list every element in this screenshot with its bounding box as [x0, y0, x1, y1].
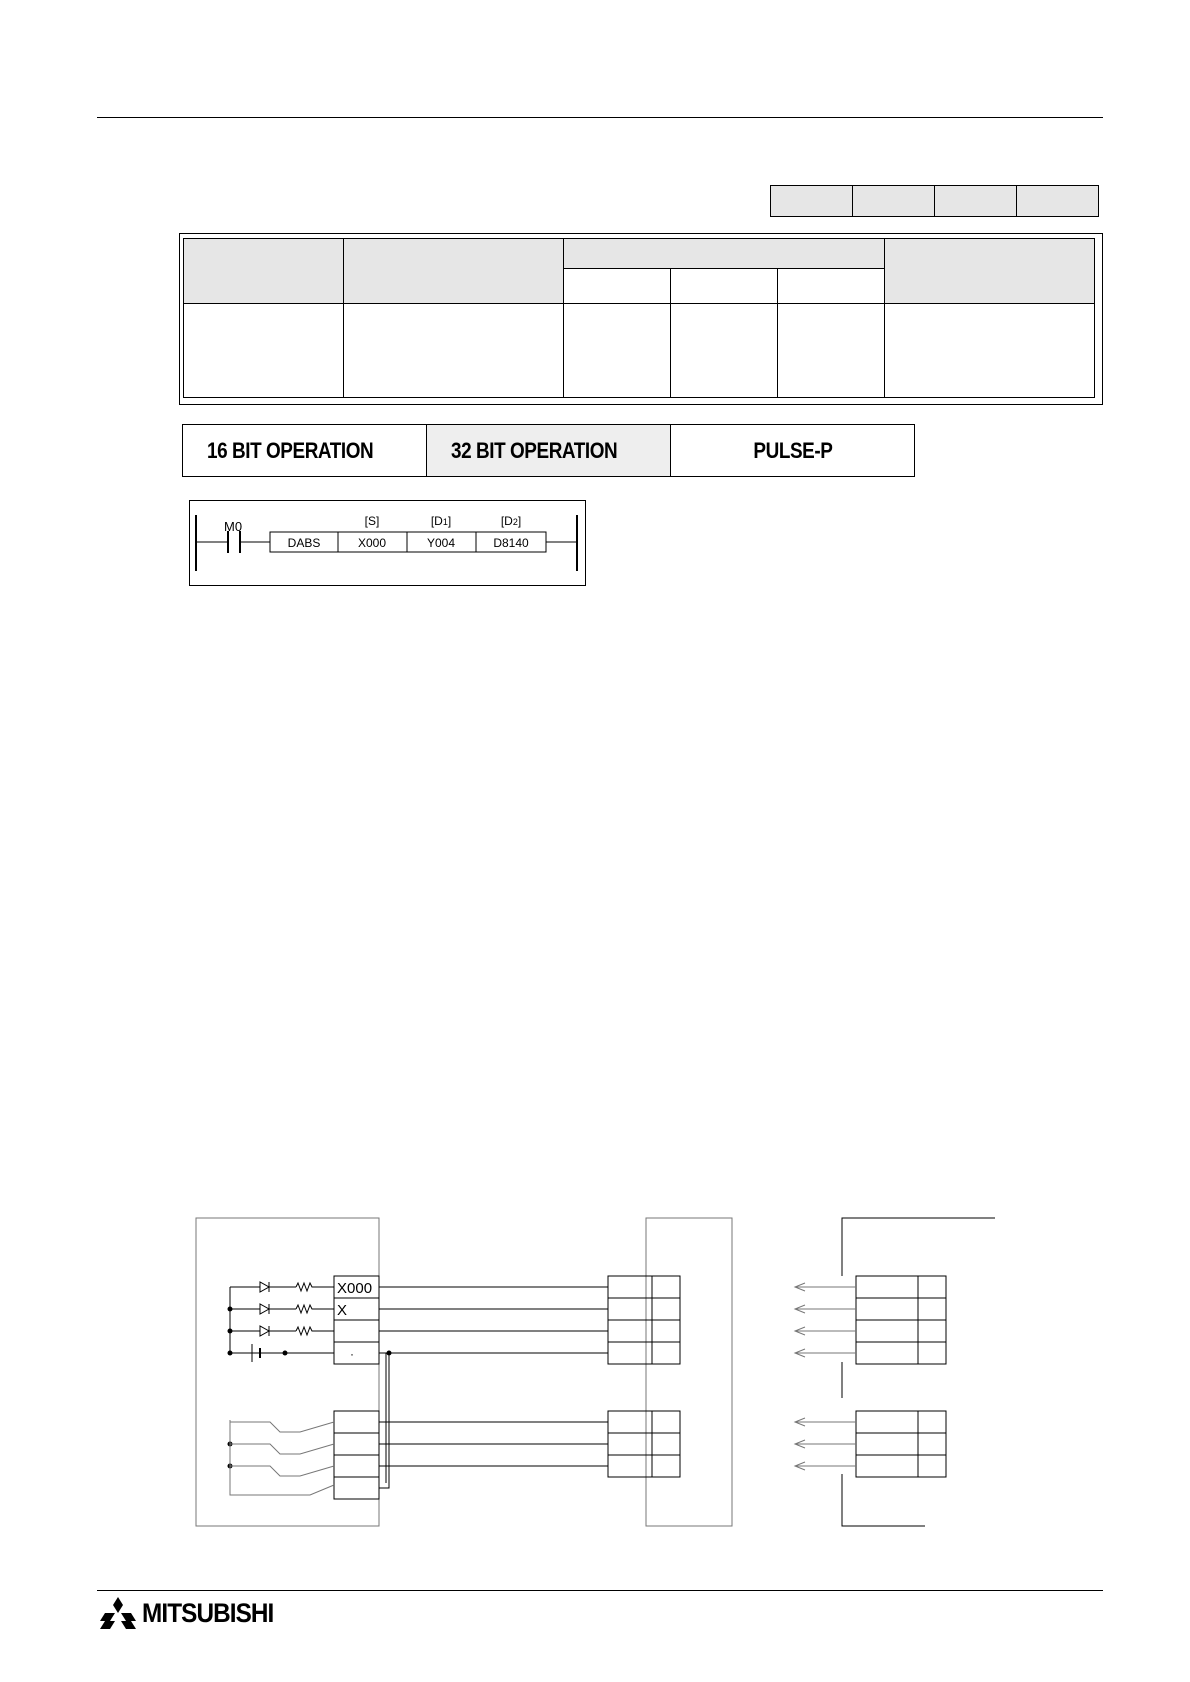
transistor-icon-1 [230, 1422, 334, 1432]
dev-terminal-6b [918, 1433, 946, 1455]
led-icon-3 [260, 1326, 269, 1336]
led-icon-2 [260, 1304, 269, 1314]
amp-terminal-2b [652, 1298, 680, 1320]
amp-terminal-1b [652, 1276, 680, 1298]
plc-terminal-y004 [334, 1411, 379, 1433]
dev-terminal-3b [918, 1320, 946, 1342]
operation-banner [182, 424, 915, 477]
device-bracket-top [842, 1218, 995, 1276]
plc-terminal-y006 [334, 1455, 379, 1477]
terminal-label-dot: · [350, 1347, 354, 1361]
dev-terminal-7b [918, 1455, 946, 1477]
op-32bit [427, 425, 671, 476]
operand-label-d2-main: [D [500, 514, 513, 528]
op-32bit-label: 32 BIT OPERATION [451, 437, 618, 463]
amplifier-enclosure [646, 1218, 732, 1526]
operand-label-d2-sub: 2 [512, 517, 518, 527]
operand-label-d1-sub: 1 [442, 517, 448, 527]
operand-cell-function [344, 304, 564, 398]
mitsubishi-logo [100, 1597, 288, 1629]
output-common-bus [230, 1420, 334, 1495]
operand-label-d2 [501, 514, 521, 528]
junction-1 [228, 1307, 233, 1312]
operand-value-s: X000 [357, 536, 387, 550]
transistor-icon-3 [230, 1466, 334, 1476]
junction-4 [283, 1351, 288, 1356]
cpu-box-3 [935, 186, 1017, 216]
resistor-icon-2 [296, 1305, 334, 1313]
op-16bit [183, 425, 427, 476]
operand-label-d2-close: ] [517, 514, 522, 528]
dev-terminal-3 [856, 1320, 918, 1342]
ladder-svg [190, 501, 585, 585]
amp-terminal-7b [652, 1455, 680, 1477]
dev-terminal-2 [856, 1298, 918, 1320]
operand-header-function [344, 239, 564, 304]
amp-terminal-1 [608, 1276, 652, 1298]
operand-subheader-s [564, 269, 671, 304]
dev-terminal-2b [918, 1298, 946, 1320]
dev-terminal-5b [918, 1411, 946, 1433]
contact-label: M0 [224, 519, 243, 534]
operand-label-s: [S] [364, 514, 380, 528]
operand-label-d1 [431, 514, 451, 528]
amp-terminal-6 [608, 1433, 652, 1455]
brand-name: MITSUBISHI [142, 1597, 274, 1628]
operand-cell-d2 [778, 304, 885, 398]
plc-terminal-x002 [334, 1320, 379, 1342]
header-rule [97, 117, 1103, 118]
amp-terminal-3b [652, 1320, 680, 1342]
dev-terminal-4b [918, 1342, 946, 1364]
dev-terminal-7 [856, 1455, 918, 1477]
op-pulse [671, 425, 914, 476]
footer-rule [97, 1590, 1103, 1591]
operand-table [183, 238, 1095, 398]
applicable-cpu-boxes [770, 185, 1099, 217]
common-return-wire [379, 1353, 389, 1488]
plc-terminal-com [334, 1342, 379, 1364]
operand-subheader-d1 [671, 269, 778, 304]
amp-terminal-2 [608, 1298, 652, 1320]
junction-2 [228, 1329, 233, 1334]
operand-cell-s [564, 304, 671, 398]
amp-terminal-4 [608, 1342, 652, 1364]
amp-terminal-5 [608, 1411, 652, 1433]
cpu-box-4 [1017, 186, 1098, 216]
plc-terminal-com-out [334, 1477, 379, 1499]
transistor-icon-2 [230, 1444, 334, 1454]
operand-cell-steps [885, 304, 1095, 398]
operand-value-d1: Y004 [426, 536, 456, 550]
resistor-icon-1 [296, 1283, 334, 1291]
operand-header-mnemonic [184, 239, 344, 304]
plc-enclosure [196, 1218, 379, 1526]
dev-terminal-5 [856, 1411, 918, 1433]
cpu-box-1 [771, 186, 853, 216]
wiring-diagram [190, 1215, 1020, 1530]
amp-terminal-3 [608, 1320, 652, 1342]
device-bracket-bottom [842, 1474, 925, 1526]
amp-terminal-5b [652, 1411, 680, 1433]
operand-label-d1-close: ] [447, 514, 452, 528]
led-icon-1 [260, 1282, 269, 1292]
three-diamonds-icon [100, 1597, 136, 1629]
operand-header-steps [885, 239, 1095, 304]
dev-terminal-6 [856, 1433, 918, 1455]
junction-5 [387, 1351, 392, 1356]
operand-header-operands [564, 239, 885, 269]
terminal-label-x: X [337, 1302, 348, 1319]
amp-terminal-7 [608, 1455, 652, 1477]
dev-terminal-1b [918, 1276, 946, 1298]
operand-label-d1-main: [D [430, 514, 443, 528]
dev-terminal-4 [856, 1342, 918, 1364]
ladder-diagram [189, 500, 586, 586]
dev-terminal-1 [856, 1276, 918, 1298]
amp-terminal-4b [652, 1342, 680, 1364]
op-pulse-label: PULSE-P [752, 437, 832, 463]
operand-value-d2: D8140 [493, 536, 529, 550]
instr-text: DABS [287, 536, 321, 550]
plc-terminal-y005 [334, 1433, 379, 1455]
operand-cell-d1 [671, 304, 778, 398]
operand-cell-mnemonic [184, 304, 344, 398]
amp-terminal-6b [652, 1433, 680, 1455]
input-common-bus [230, 1287, 300, 1353]
terminal-label-x000: X000 [337, 1280, 373, 1297]
junction-3 [228, 1351, 233, 1356]
cpu-box-2 [853, 186, 935, 216]
resistor-icon-3 [296, 1327, 334, 1335]
operand-subheader-d2 [778, 269, 885, 304]
op-16bit-label: 16 BIT OPERATION [207, 437, 374, 463]
